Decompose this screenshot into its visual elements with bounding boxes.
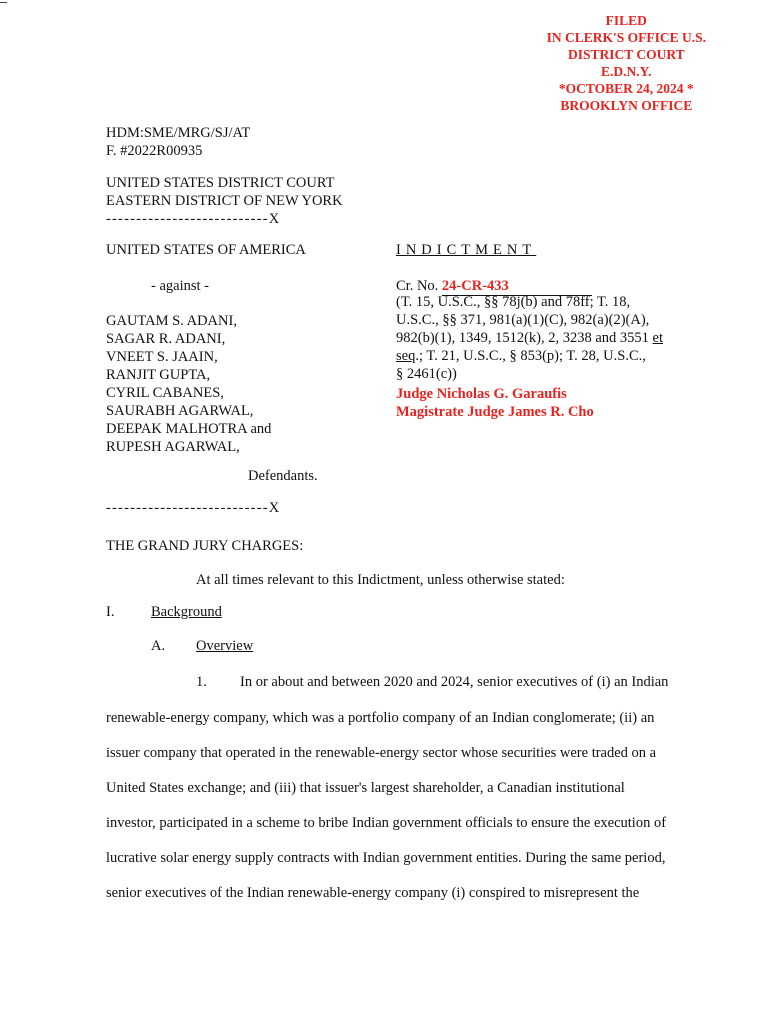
attorney-initials: HDM:SME/MRG/SJ/AT bbox=[106, 125, 251, 141]
defendant-name: GAUTAM S. ADANI, bbox=[106, 313, 237, 329]
assigned-judge: Judge Nicholas G. Garaufis bbox=[396, 386, 567, 402]
judges-block bbox=[396, 385, 594, 421]
paragraph-line: renewable-energy company, which was a portfolio company of an Indian conglomerate; (ii) an bbox=[106, 710, 655, 726]
caption-separator-bottom: ---------------------------X bbox=[106, 500, 281, 516]
stamp-line: DISTRICT COURT bbox=[567, 47, 685, 62]
statute-line: seq.; T. 21, U.S.C., § 853(p); T. 28, U.S.C., bbox=[396, 348, 646, 364]
file-number: F. #2022R00935 bbox=[106, 143, 203, 159]
caption-separator-top: ---------------------------X bbox=[106, 211, 281, 227]
paragraph-line: investor, participated in a scheme to bribe Indian government officials to ensure the execution of bbox=[106, 815, 667, 831]
court-name: UNITED STATES DISTRICT COURT bbox=[106, 175, 335, 191]
stamp-line: IN CLERK'S OFFICE U.S. bbox=[546, 30, 706, 45]
court-district: EASTERN DISTRICT OF NEW YORK bbox=[106, 193, 343, 209]
indictment-title: INDICTMENT bbox=[396, 242, 537, 258]
stamp-line: BROOKLYN OFFICE bbox=[560, 98, 693, 113]
charges-heading: THE GRAND JURY CHARGES: bbox=[106, 538, 304, 554]
paragraph-number: 1. bbox=[196, 674, 207, 690]
case-number: 24-CR-433 bbox=[442, 278, 592, 296]
defendant-name: DEEPAK MALHOTRA and bbox=[106, 421, 272, 437]
stamp-line: E.D.N.Y. bbox=[601, 64, 652, 79]
defendant-name: CYRIL CABANES, bbox=[106, 385, 224, 401]
defendant-name: SAGAR R. ADANI, bbox=[106, 331, 226, 347]
statute-line: (T. 15, U.S.C., §§ 78j(b) and 78ff; T. 18, bbox=[396, 294, 631, 310]
plaintiff-name: UNITED STATES OF AMERICA bbox=[106, 242, 306, 258]
statute-line: 982(b)(1), 1349, 1512(k), 2, 3238 and 3551 et bbox=[396, 330, 664, 346]
section-number: I. bbox=[106, 604, 115, 620]
statute-line: § 2461(c)) bbox=[396, 366, 457, 382]
magistrate-judge: Magistrate Judge James R. Cho bbox=[396, 404, 594, 420]
stamp-line: *OCTOBER 24, 2024 * bbox=[558, 81, 694, 96]
filing-stamp bbox=[547, 12, 706, 114]
court-block bbox=[106, 174, 343, 228]
against-label: - against - bbox=[151, 278, 209, 294]
paragraph-line: United States exchange; and (iii) that issuer's largest shareholder, a Canadian institutional bbox=[106, 780, 625, 796]
paragraph-line: lucrative solar energy supply contracts with Indian government entities. During the same period, bbox=[106, 850, 666, 866]
defendant-name: RUPESH AGARWAL, bbox=[106, 439, 240, 455]
statutes-block bbox=[396, 293, 663, 383]
paragraph-line: senior executives of the Indian renewable-energy company (i) conspired to misrepresent the bbox=[106, 885, 640, 901]
subsection-letter: A. bbox=[151, 638, 166, 654]
statute-line: U.S.C., §§ 371, 981(a)(1)(C), 982(a)(2)(A), bbox=[396, 312, 650, 328]
case-number-label: Cr. No. bbox=[396, 278, 439, 294]
header-block bbox=[106, 124, 250, 160]
defendant-name: RANJIT GUPTA, bbox=[106, 367, 211, 383]
defendant-name: SAURABH AGARWAL, bbox=[106, 403, 254, 419]
stamp-line: FILED bbox=[605, 13, 647, 28]
defendants-list bbox=[106, 312, 271, 456]
paragraph-line: issuer company that operated in the renewable-energy sector whose securities were traded on a bbox=[106, 745, 657, 761]
paragraph-line: In or about and between 2020 and 2024, senior executives of (i) an Indian bbox=[240, 674, 669, 690]
subsection-heading: Overview bbox=[196, 638, 254, 654]
scan-corner-mark bbox=[0, 2, 7, 3]
defendant-name: VNEET S. JAAIN, bbox=[106, 349, 218, 365]
defendants-label: Defendants. bbox=[248, 468, 318, 484]
intro-sentence: At all times relevant to this Indictment, unless otherwise stated: bbox=[196, 572, 565, 588]
section-heading: Background bbox=[151, 604, 222, 620]
